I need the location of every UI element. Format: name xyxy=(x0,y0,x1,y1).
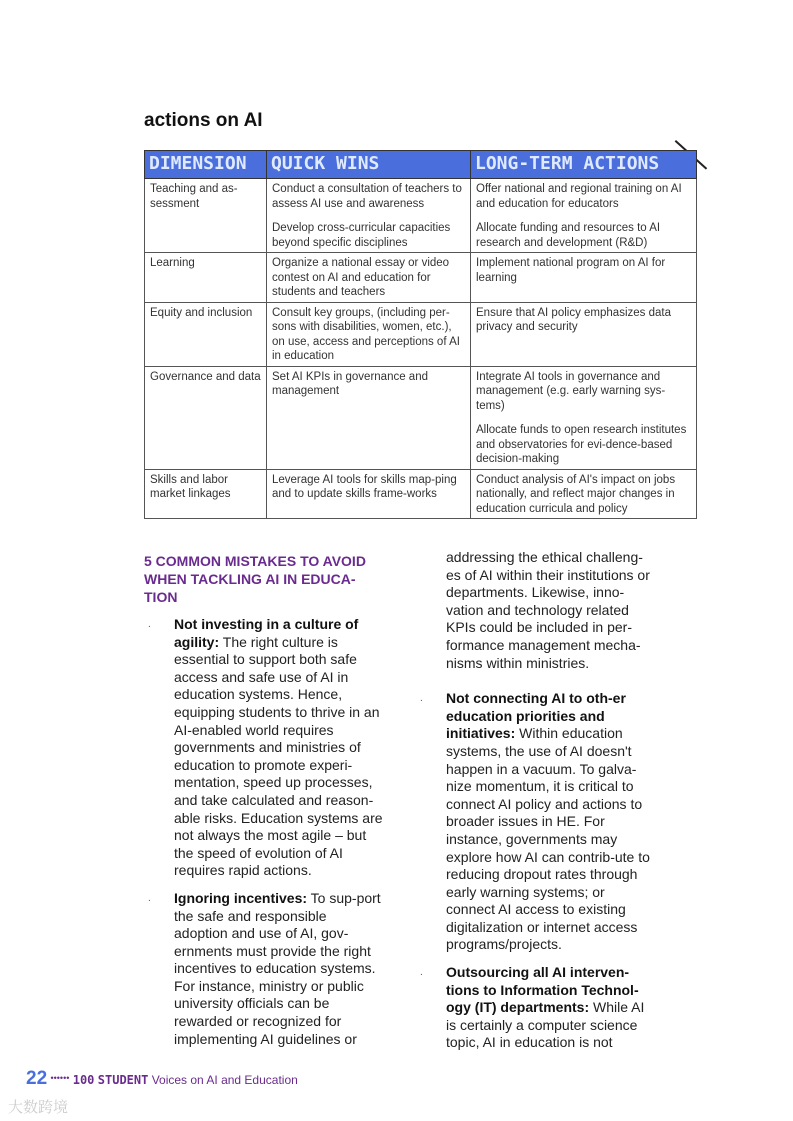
header-quick-wins: QUICK WINS xyxy=(267,151,471,179)
quick-cell xyxy=(267,469,471,519)
actions-table xyxy=(144,150,697,519)
quick-item: Consult key groups, (including per-sons with disabilities, women, etc.), on use, access and perceptions of AI in education xyxy=(272,306,460,362)
footer: 22 •••••• 100 STUDENT Voices on AI and Education xyxy=(26,1068,298,1089)
table-row xyxy=(145,302,697,366)
right-column xyxy=(420,549,656,1052)
long-item: Conduct analysis of AI's impact on jobs nationally, and reflect major changes in education curricula and policy xyxy=(476,473,676,515)
dimension-cell: Learning xyxy=(145,253,267,303)
quick-cell xyxy=(267,302,471,366)
list-item: . Ignoring incentives: To sup-port the safe and responsible adoption and use of AI, gov-ernments must provide the right incentives to education systems. For instance, ministry or public university officials can be rewarded or recognized for implementing AI guidelines or xyxy=(148,889,381,1047)
long-cell xyxy=(471,179,697,253)
quick-item: Set AI KPIs in governance and management xyxy=(272,370,428,397)
table-row xyxy=(145,253,697,303)
long-item: Integrate AI tools in governance and management (e.g. early warning sys-tems) xyxy=(476,370,666,412)
long-item: Allocate funds to open research institutes and observatories for evi-dence-based decision-making xyxy=(476,424,687,465)
quick-item: Conduct a consultation of teachers to assess AI use and awareness xyxy=(272,183,462,210)
long-item: Ensure that AI policy emphasizes data privacy and security xyxy=(476,306,671,333)
list-item: . Outsourcing all AI interven-tions to Information Technol-ogy (IT) departments: While AI is certainly a computer science topic, AI in education is not xyxy=(420,964,645,1051)
quick-cell xyxy=(267,179,471,253)
continuation-text: addressing the ethical challeng-es of AI within their institutions or departments. Likewise, inno-vation and technology related KPIs could be included in per-formance management mecha-nisms within ministries. xyxy=(446,549,650,671)
list-item: . Not connecting AI to oth-er education priorities and initiatives: Within education systems, the use of AI doesn't happen in a vacuum. To galva-nize momentum, it is critical to connect AI policy and actions to broader issues in HE. For instance, governments may explore how AI can contrib-ute to reducing dropout rates through early warning systems; or connect AI access to existing digitalization or internet access programs/projects. xyxy=(420,690,650,953)
watermark: 大数跨境 xyxy=(8,1099,69,1116)
quick-item: Develop cross-curricular capacities beyond specific disciplines xyxy=(272,222,451,249)
long-cell xyxy=(471,366,697,469)
dimension-cell: Skills and labor market linkages xyxy=(145,469,267,519)
quick-item: Organize a national essay or video contest on AI and education for students and teachers xyxy=(272,257,450,298)
long-cell xyxy=(471,302,697,366)
long-cell xyxy=(471,469,697,519)
footer-dots: •••••• xyxy=(50,1073,70,1083)
long-item: Implement national program on AI for learning xyxy=(476,257,666,284)
quick-item: Leverage AI tools for skills map-ping and to update skills frame-works xyxy=(272,473,457,500)
quick-cell xyxy=(267,366,471,469)
list-item: . Not investing in a culture of agility: The right culture is essential to support both safe access and safe use of AI in education systems. Hence, equipping students to thrive in an AI-enabled world requires governments and ministries of education to promote experi-mentation, speed up processes, and take calculated and reason-able risks. Education systems are not always the most agile – but the speed of evolution of AI requires rapid actions. xyxy=(148,616,383,879)
table-row xyxy=(145,179,697,253)
section-heading: 5 COMMON MISTAKES TO AVOID WHEN TACKLING AI IN EDUCA-TION xyxy=(144,553,366,605)
page-title: actions on AI xyxy=(144,110,263,131)
header-dimension: DIMENSION xyxy=(145,151,267,179)
table-row xyxy=(145,469,697,519)
dimension-cell: Governance and data xyxy=(145,366,267,469)
dimension-cell: Equity and inclusion xyxy=(145,302,267,366)
table-row xyxy=(145,366,697,469)
long-item: Allocate funding and resources to AI research and development (R&D) xyxy=(476,222,661,249)
long-item: Offer national and regional training on AI and education for educators xyxy=(476,183,682,210)
header-long-term: LONG-TERM ACTIONS xyxy=(471,151,697,179)
page-number: 22 xyxy=(26,1068,48,1089)
left-column xyxy=(144,552,384,1048)
dimension-cell: Teaching and as-sessment xyxy=(145,179,267,253)
quick-cell xyxy=(267,253,471,303)
long-cell xyxy=(471,253,697,303)
